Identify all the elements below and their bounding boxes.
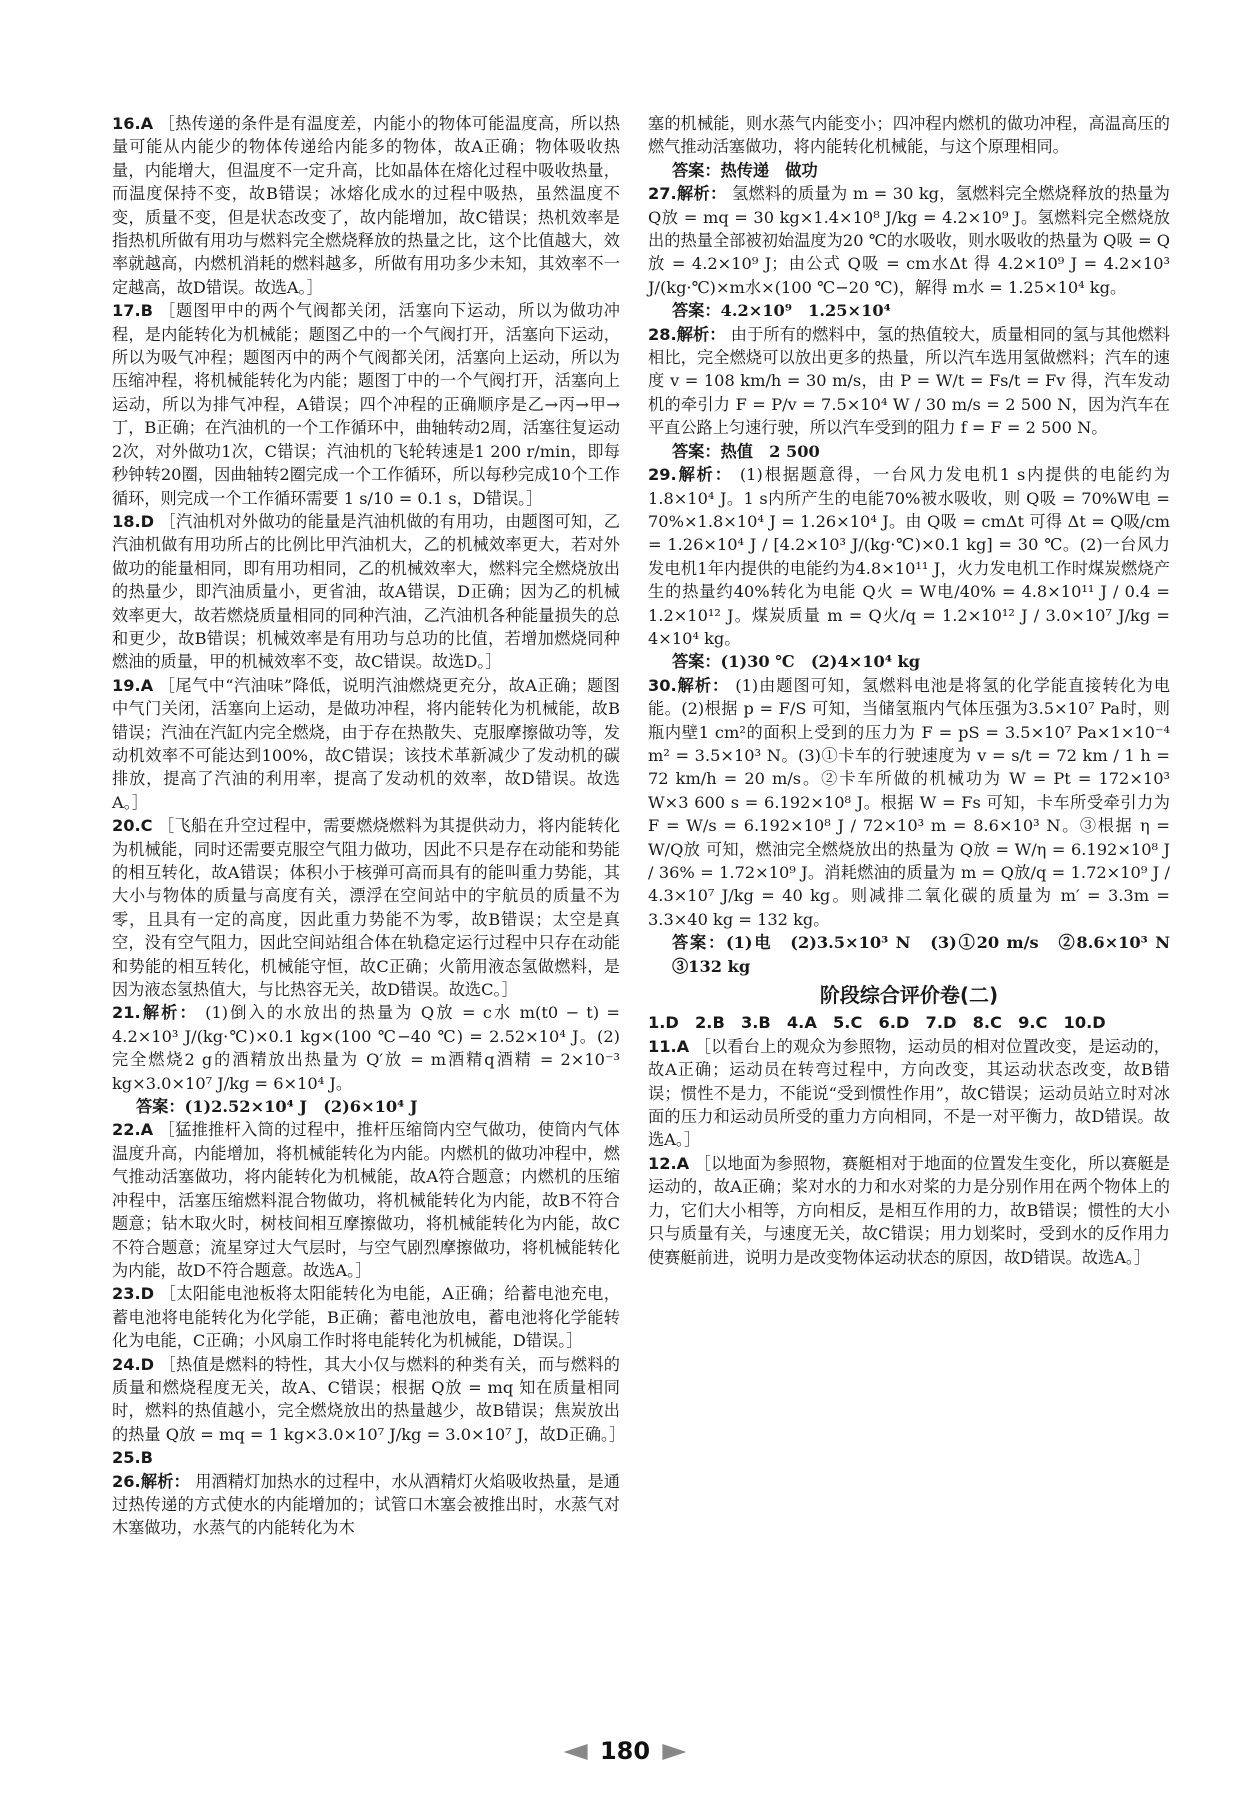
analysis-label: 解析： [676, 184, 727, 204]
item-number: 28. [648, 324, 677, 344]
item-number: 22.A [112, 1120, 154, 1140]
answer-item [112, 299, 620, 510]
answer-item [648, 182, 1170, 299]
answer-line [648, 299, 1170, 322]
item-number: 12.A [648, 1153, 690, 1173]
answer-text: 答案：热传递 做功 [672, 160, 818, 180]
item-text: (1)倒入的水放出的热量为 Q放 = c水 m(t0 − t) = 4.2×10³ J/(kg·℃)×0.1 kg×(100 ℃−40 ℃) = 2.52×10⁴ J。(2)完全燃烧2 g的酒精放出热量为 Q′放 = m酒精q酒精 = 2×10⁻³ kg×3.0×10⁷ J/kg = 6×10⁴ J。 [112, 1003, 620, 1093]
answer-text: 答案：(1)30 ℃ (2)4×10⁴ kg [672, 652, 921, 672]
item-text: (1)由题图可知，氢燃料电池是将氢的化学能直接转化为电能。(2)根据 p = F/S 可知，当储氢瓶内气体压强为3.5×10⁷ Pa时，则瓶内壁1 cm²的面积上受到的压力为 F = pS = 3.5×10⁷ Pa×1×10⁻⁴ m² = 3.5×10³ N。(3)①卡车的行驶速度为 v = s/t = 72 km / 1 h = 72 km/h = 20 m/s。②卡车所做的机械功为 W = Pt = 172×10³ W×3 600 s = 6.192×10⁸ J。根据 W = Fs 可知，卡车所受牵引力为 F = W/s = 6.192×10⁸ J / 72×10³ m = 8.6×10³ N。③根据 η = W/Q放 可知，燃油完全燃烧放出的热量为 Q放 = W/η = 6.192×10⁸ J / 36% = 1.72×10⁹ J。消耗燃油的质量为 m = Q放/q = 1.72×10⁹ J / 4.3×10⁷ J/kg = 40 kg。则减排二氧化碳的质量为 m′ = 3.3m = 3.3×40 kg = 132 kg。 [648, 675, 1171, 929]
left-column [112, 112, 626, 1540]
answer-item [648, 463, 1170, 650]
analysis-label: 解析： [676, 675, 730, 695]
item-text: ［汽油机对外做功的能量是汽油机做的有用功，由题图可知，乙汽油机做有用功所占的比例比甲汽油机大，乙的机械效率更大，若对外做功的能量相同，即有用功相同，乙的机械效率大，燃料完全燃烧放出的热量少，即汽油质量小，更省油，故A错误，D正确；因为乙的机械效率更大，故若燃烧质量相同的同种汽油，乙汽油机各种能量损失的总和更少，故B错误；机械效率是有用功与总功的比值，若增加燃烧同种燃油的质量，甲的机械效率不变，故C错误。故选D。］ [112, 511, 620, 672]
answer-item [112, 814, 620, 1001]
answer-text: 答案：热值 2 500 [672, 441, 820, 461]
answer-item [112, 1001, 620, 1095]
answer-item [648, 112, 1170, 159]
item-number: 18.D [112, 511, 155, 531]
item-text: ［飞船在升空过程中，需要燃烧燃料为其提供动力，将内能转化为机械能，同时还需要克服空气阻力做功，因此不只是存在动能和势能的相互转化，故A错误；体积小于核弹可高而具有的能叫重力势能，其大小与物体的质量与高度有关，漂浮在空间站中的宇航员的质量不为零，且具有一定的高度，因此重力势能不为零，故B错误；太空是真空，没有空气阻力，因此空间站组合体在轨稳定运行过程中只存在动能和势能的相互转化，机械能守恒，故C正确；火箭用液态氢做燃料，是因为液态氢热值大，与比热容无关，故D错误。故选C。］ [112, 816, 620, 1000]
right-arrow-decoration [662, 1744, 686, 1760]
item-number: 27. [648, 184, 677, 204]
page-number [0, 1737, 1250, 1765]
answer-line [648, 440, 1170, 463]
analysis-label: 解析： [140, 1003, 198, 1023]
item-text: 氢燃料的质量为 m = 30 kg，氢燃料完全燃烧释放的热量为 Q放 = mq = 30 kg×1.4×10⁸ J/kg = 4.2×10⁹ J。氢燃料完全燃烧放出的热量全部被初始温度为20 ℃的水吸收，则水吸收的热量为 Q吸 = Q放 = 4.2×10⁹ J；由公式 Q吸 = cm水Δt 得 4.2×10⁹ J = 4.2×10³ J/(kg·℃)×m水×(100 ℃−20 ℃)，解得 m水 = 1.25×10⁴ kg。 [648, 184, 1170, 297]
item-text: (1)根据题意得，一台风力发电机1 s内提供的电能约为1.8×10⁴ J。1 s内所产生的电能70%被水吸收，则 Q吸 = 70%W电 = 70%×1.8×10⁴ J = 1.26×10⁴ J。由 Q吸 = cmΔt 可得 Δt = Q吸/cm = 1.26×10⁴ J / [4.2×10³ J/(kg·℃)×0.1 kg] = 30 ℃。(2)一台风力发电机1年内提供的电能约为4.8×10¹¹ J，火力发电机工作时煤炭燃烧产生的热量约40%转化为电能 Q火 = W电/40% = 4.8×10¹¹ J / 0.4 = 1.2×10¹² J。煤炭质量 m = Q火/q = 1.2×10¹² J / 3.0×10⁷ J/kg = 4×10⁴ kg。 [648, 465, 1171, 648]
item-text: ［热传递的条件是有温度差，内能小的物体可能温度高，所以热量可能从内能少的物体传递给内能多的物体，故A正确；物体吸收热量，内能增大，但温度不一定升高，比如晶体在熔化过程中吸收热量，而温度保持不变，故B错误；冰熔化成水的过程中吸热，虽然温度不变，质量不变，但是状态改变了，故内能增加，故C错误；热机效率是指热机所做有用功与燃料完全燃烧释放的热量之比，这个比值越大，效率就越高，内燃机消耗的燃料越多，所做有用功多少未知，其效率不一定越高，故D错误。故选A。］ [112, 114, 620, 297]
answer-line [648, 650, 1170, 673]
right-column [648, 112, 1187, 1269]
answer-line [648, 159, 1170, 182]
item-number: 24.D [112, 1354, 155, 1374]
item-text: ［热值是燃料的特性，其大小仅与燃料的种类有关，而与燃料的质量和燃烧程度无关，故A、C错误；根据 Q放 = mq 知在质量相同时，燃料的热值越小，完全燃烧放出的热量越少，故B错误；焦炭放出的热量 Q放 = mq = 1 kg×3.0×10⁷ J/kg = 3.0×10⁷ J，故D正确。］ [112, 1354, 626, 1444]
section-title: 阶段综合评价卷(二) [819, 983, 999, 1008]
answer-item [112, 674, 620, 814]
item-number: 19.A [112, 675, 154, 695]
choices-line: 1.D 2.B 3.B 4.A 5.C 6.D 7.D 8.C 9.C 10.D [648, 1013, 1106, 1033]
answer-item [648, 674, 1170, 931]
item-number: 30. [648, 675, 677, 695]
answer-text: 答案：4.2×10⁹ 1.25×10⁴ [672, 301, 891, 321]
analysis-label: 解析： [676, 465, 733, 485]
answer-item [112, 1118, 620, 1282]
item-number: 21. [112, 1003, 141, 1023]
item-text: ［题图甲中的两个气阀都关闭，活塞向下运动，所以为做功冲程，是内能转化为机械能；题图乙中的一个气阀打开，活塞向下运动，所以为吸气冲程；题图丙中的两个气阀都关闭，活塞向上运动，所以为压缩冲程，将机械能转化为内能；题图丁中的一个气阀打开，活塞向上运动，所以为排气冲程，A错误；四个冲程的正确顺序是乙→丙→甲→丁，B正确；在汽油机的一个工作循环中，曲轴转动2周，活塞往复运动2次，对外做功1次，C错误；汽油机的飞轮转速是1 200 r/min，即每秒钟转20圈，因曲轴转2圈完成一个工作循环，所以每秒完成10个工作循环，则完成一个工作循环需要 1 s/10 = 0.1 s，D错误。］ [112, 301, 620, 508]
item-text: ［以看台上的观众为参照物，运动员的相对位置改变，是运动的，故A正确；运动员在转弯过程中，方向改变，其运动状态改变，故B错误；惯性不是力，不能说“受到惯性作用”，故C错误；运动员站立时对冰面的压力和运动员所受的重力方向相同，不是一对平衡力，故D错误。故选A。］ [648, 1036, 1170, 1150]
item-text: ［以地面为参照物，赛艇相对于地面的位置发生变化，所以赛艇是运动的，故A正确；桨对水的力和水对桨的力是分别作用在两个物体上的力，它们大小相等，方向相反，是相互作用的力，故B错误；惯性的大小只与质量有关，与速度无关，故C错误；用力划桨时，受到水的反作用力使赛艇前进，说明力是改变物体运动状态的原因，故D错误。故选A。］ [648, 1153, 1170, 1267]
answer-item [648, 1035, 1170, 1152]
answer-line [648, 931, 1187, 978]
item-number: 29. [648, 465, 677, 485]
item-number: 17.B [112, 301, 154, 321]
item-number: 16.A [112, 114, 154, 133]
answer-text: 答案：(1)2.52×10⁴ J (2)6×10⁴ J [136, 1097, 418, 1117]
answer-item [648, 1152, 1170, 1269]
item-number: 25.B [112, 1448, 154, 1468]
item-text: 用酒精灯加热水的过程中，水从酒精灯火焰吸收热量，是通过热传递的方式使水的内能增加的；试管口木塞会被推出时，水蒸气对木塞做功，水蒸气的内能转化为木 [112, 1471, 620, 1538]
analysis-label: 解析： [140, 1471, 190, 1491]
answer-item [112, 510, 620, 674]
answer-item [648, 323, 1170, 440]
answer-item [112, 1282, 620, 1352]
item-text: 塞的机械能，则水蒸气内能变小；四冲程内燃机的做功冲程，高温高压的燃气推动活塞做功，将内能转化机械能，与这个原理相同。 [648, 114, 1170, 157]
item-number: 23.D [112, 1284, 155, 1304]
item-text: ［尾气中“汽油味”降低，说明汽油燃烧更充分，故A正确；题图中气门关闭，活塞向上运动，是做功冲程，将内能转化为机械能，故B错误；汽油在汽缸内完全燃烧，由于存在热散失、克服摩擦做功等，发动机效率不可能达到100%，故C错误；该技术革新减少了发动机的碳排放，提高了汽油的利用率，提高了发动机的效率，故D错误。故选A。］ [112, 675, 620, 812]
item-number: 20.C [112, 816, 153, 836]
analysis-label: 解析： [676, 324, 726, 344]
left-arrow-decoration [564, 1744, 588, 1760]
item-text: ［太阳能电池板将太阳能转化为电能，A正确；给蓄电池充电，蓄电池将电能转化为化学能，B正确；蓄电池放电，蓄电池将化学能转化为电能，C正确；小风扇工作时将电能转化为机械能，D错误。］ [112, 1284, 620, 1351]
item-text: ［猛推推杆入筒的过程中，推杆压缩筒内空气做功，使筒内气体温度升高，内能增加，将机械能转化为内能。内燃机的做功冲程中，燃气推动活塞做功，将内能转化为机械能，故A符合题意；内燃机的压缩冲程中，活塞压缩燃料混合物做功，将机械能转化为内能，故B不符合题意；钻木取火时，树枝间相互摩擦做功，将机械能转化为内能，故C不符合题意；流星穿过大气层时，与空气剧烈摩擦做功，将机械能转化为内能，故D不符合题意。故选A。］ [112, 1120, 620, 1280]
answer-item [112, 112, 620, 299]
answer-line [112, 1095, 620, 1118]
answer-text: 答案：(1)电 (2)3.5×10³ N (3)①20 m/s ②8.6×10³ N ③132 kg [672, 933, 1187, 976]
answer-item [112, 1470, 620, 1540]
item-number: 26. [112, 1471, 141, 1491]
answer-item [112, 1446, 620, 1469]
item-text: 由于所有的燃料中，氢的热值较大，质量相同的氢与其他燃料相比，完全燃烧可以放出更多的热量，所以汽车选用氢做燃料；汽车的速度 v = 108 km/h = 30 m/s，由 P = W/t = Fs/t = Fv 得，汽车发动机的牵引力 F = P/v = 7.5×10⁴ W / 30 m/s = 2 500 N，因为汽车在平直公路上匀速行驶，所以汽车受到的阻力 f = F = 2 500 N。 [648, 324, 1170, 438]
answer-item [112, 1353, 626, 1447]
item-number: 11.A [648, 1036, 690, 1056]
page-number-text: 180 [599, 1737, 651, 1765]
